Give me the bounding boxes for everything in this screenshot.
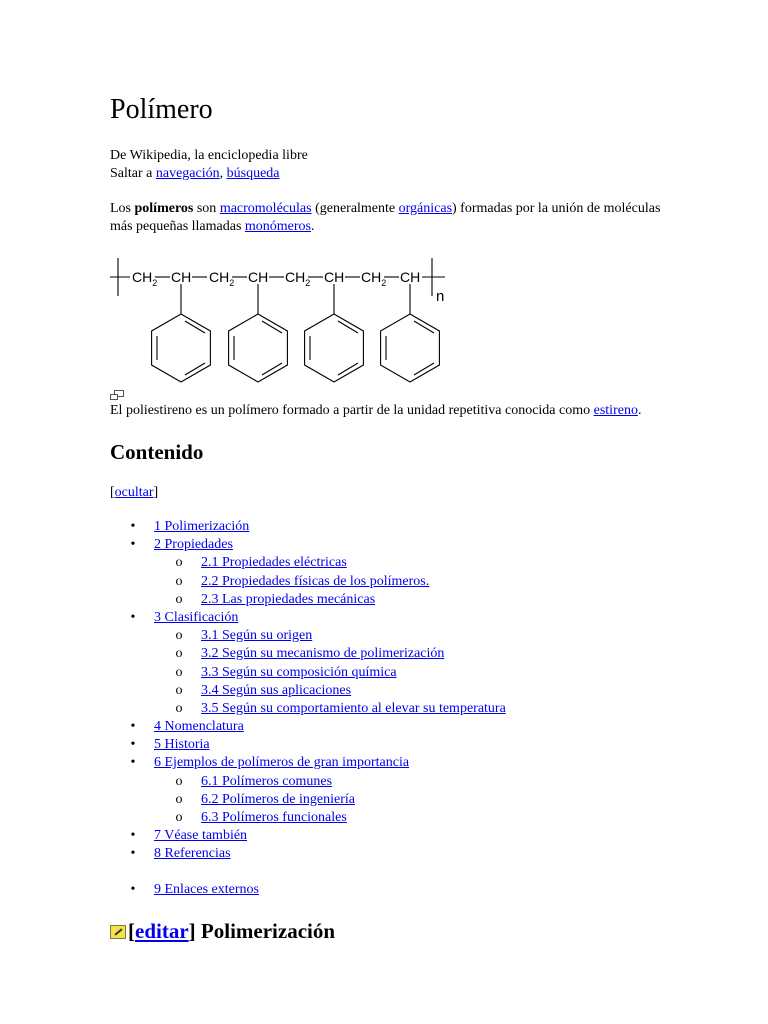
intro-text: (generalmente	[311, 201, 399, 216]
circle-bullet-icon	[174, 645, 184, 663]
toc-link[interactable]: 2.1 Propiedades eléctricas	[201, 555, 347, 571]
disc-bullet-icon	[128, 518, 138, 536]
caption-text: El poliestireno es un polímero formado a partir de la unidad repetitiva conocida como	[110, 403, 594, 418]
circle-bullet-icon	[174, 682, 184, 700]
jump-navigation-link[interactable]: navegación	[155, 166, 220, 181]
disc-bullet-icon	[128, 881, 138, 899]
toc-link[interactable]: 3.3 Según su composición química	[201, 664, 397, 680]
site-sub	[110, 147, 308, 183]
intro-text: Los	[110, 201, 135, 216]
formula-ch-2: CH	[248, 269, 269, 285]
circle-bullet-icon	[174, 809, 184, 827]
toc-hide-link[interactable]: ocultar	[114, 485, 154, 500]
section-edit-link[interactable]: editar	[135, 919, 189, 943]
circle-bullet-icon	[174, 700, 184, 718]
macromoleculas-link[interactable]: macromoléculas	[219, 201, 312, 216]
toc-link[interactable]: 3.4 Según sus aplicaciones	[201, 682, 352, 698]
figure-caption	[110, 402, 670, 420]
disc-bullet-icon	[128, 536, 138, 554]
toc-link[interactable]: 1 Polimerización	[154, 519, 250, 534]
toc-link[interactable]: 6.1 Polímeros comunes	[201, 773, 333, 789]
circle-bullet-icon	[174, 773, 184, 791]
formula-ch-4: CH	[400, 269, 421, 285]
disc-bullet-icon	[128, 736, 138, 754]
jump-text: Saltar a	[110, 166, 156, 181]
intro-text: .	[311, 219, 315, 234]
intro-paragraph	[110, 200, 670, 236]
repeat-subscript-n: n	[436, 288, 445, 305]
caption-end: .	[637, 403, 642, 418]
jump-links	[110, 165, 308, 183]
toc-title: Contenido	[110, 440, 204, 464]
bracket: [	[110, 485, 115, 500]
intro-text: son	[193, 201, 220, 216]
section-title: Polimerización	[195, 919, 336, 943]
circle-bullet-icon	[174, 591, 184, 609]
disc-bullet-icon	[128, 827, 138, 845]
toc-link[interactable]: 9 Enlaces externos	[154, 881, 259, 897]
circle-bullet-icon	[174, 627, 184, 645]
bracket: [	[128, 919, 135, 943]
toc-link[interactable]: 2.2 Propiedades físicas de los polímeros.	[201, 573, 430, 589]
toc-link[interactable]: 2.3 Las propiedades mecánicas	[201, 591, 376, 607]
bracket: ]	[153, 485, 159, 500]
jump-separator: ,	[219, 166, 227, 181]
organicas-link[interactable]: orgánicas	[398, 201, 453, 216]
intro-term: polímeros	[134, 201, 194, 216]
section-heading	[110, 918, 335, 944]
disc-bullet-icon	[128, 609, 138, 627]
toc-link[interactable]: 4 Nomenclatura	[154, 719, 244, 735]
page-title: Polímero	[110, 94, 213, 125]
circle-bullet-icon	[174, 791, 184, 809]
toc-link[interactable]: 3 Clasificación	[154, 609, 239, 625]
disc-bullet-icon	[128, 754, 138, 772]
toc-link[interactable]: 2 Propiedades	[154, 537, 233, 553]
circle-bullet-icon	[174, 664, 184, 682]
toc-link[interactable]: 8 Referencias	[154, 846, 231, 862]
estireno-link[interactable]: estireno	[593, 403, 638, 418]
formula-ch-1: CH	[171, 269, 192, 285]
formula-ch2-4: $CH_2$	[361, 269, 387, 288]
monomeros-link[interactable]: monómeros	[244, 219, 312, 234]
formula-ch-3: CH	[324, 269, 345, 285]
toc-link[interactable]: 6.2 Polímeros de ingeniería	[201, 791, 355, 807]
formula-ch2-1: $CH_2$	[132, 269, 158, 288]
from-text: De Wikipedia, la enciclopedia libre	[110, 148, 308, 163]
circle-bullet-icon	[174, 573, 184, 591]
disc-bullet-icon	[128, 718, 138, 736]
bracket: ]	[188, 919, 196, 943]
circle-bullet-icon	[174, 554, 184, 572]
toc-link[interactable]: 3.2 Según su mecanismo de polimerización	[201, 646, 445, 662]
jump-search-link[interactable]: búsqueda	[226, 166, 280, 181]
toc-link[interactable]: 3.5 Según su comportamiento al elevar su temperatura	[201, 700, 506, 716]
toc-link[interactable]: 5 Historia	[154, 737, 210, 753]
toc-link[interactable]: 7 Véase también	[154, 828, 248, 844]
intro-text: ) formadas por la unión de moléculas más pequeñas llamadas	[110, 201, 661, 234]
toc-link[interactable]: 6 Ejemplos de polímeros de gran importancia	[154, 755, 410, 771]
polystyrene-structure-image[interactable]	[110, 252, 455, 388]
toc-link[interactable]: 3.1 Según su origen	[201, 628, 313, 644]
formula-ch2-2: $CH_2$	[209, 269, 235, 288]
toc-toggle	[110, 484, 158, 502]
disc-bullet-icon	[128, 845, 138, 863]
formula-ch2-3: $CH_2$	[285, 269, 311, 288]
edit-pencil-icon[interactable]	[110, 925, 126, 939]
toc-link[interactable]: 6.3 Polímeros funcionales	[201, 810, 347, 825]
